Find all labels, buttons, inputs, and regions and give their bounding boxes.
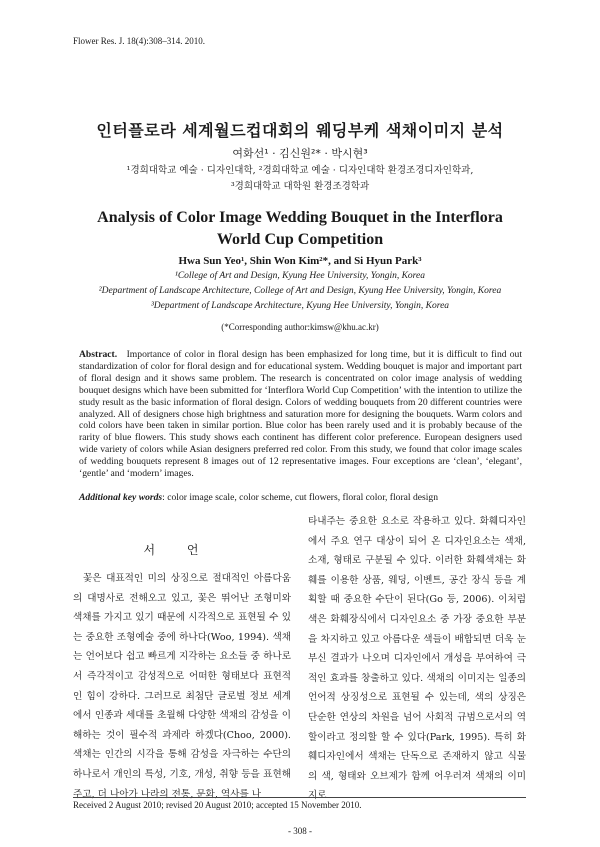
body-text-left-column: 꽃은 대표적인 미의 상징으로 절대적인 아름다움의 대명사로 전해오고 있고, 꽃은 뛰어난 조형미와 색채를 가지고 있기 때문에 시각적으로 표현될 수 있는 중요한 조형예술 중에 하나다(Woo, 1994). 색채는 언어보다 쉽고 빠르게 지각하는 요소들 중 하나로서 즉각적이고 감성적으로 어떠한 형태보다 표현적인 힘이 강하다. 그러므로 최첨단 글로벌 정보 세계에서 인종과 세대를 초월해 다양한 색채의 감성을 이해하는 것이 필수적 과제라 하겠다(Choo, 2000). 색채는 인간의 시각을 통해 감성을 자극하는 수단의 하나로서 개인의 특성, 기호, 개성, 취향 등을 표현해 주고, 더 나아가 나라의 전통, 문화, 역사를 나 [73, 573, 291, 800]
abstract-text: Importance of color in floral design has been emphasized for long time, but it is difficult to find out standardization of color for floral design and for educational system. Wedding bouquet is major and important part of floral design and it shows same problem. The research is concentrated on color image analysis of wedding bouquet designs which have been submitted for ‘Interflora World Cup Competition’ with the intention to utilize the study result as the basic information of floral design. Colors of wedding bouquets from 20 different countries were analyzed. All of designers chose high brightness and saturation more for designing the bouquets. Warm colors and cold colors have been taken in similar portion. Blue color has been rarely used and it is probably because of the rarity of blue flowers. This study shows each continent has different color preference. European designers used wide variety of colors while Asian designers preferred red color. From this study, we found that color image scales of wedding bouquets represent 8 images out of 12 representative images. Four exceptions are ‘clean’, ‘elegant’, ‘gentle’ and ‘modern’ images. [79, 349, 522, 480]
section-title: 서 언 [143, 543, 213, 557]
korean-title: 인터플로라 세계월드컵대회의 웨딩부케 색채이미지 분석 [96, 121, 504, 140]
korean-authors: 여화선¹ · 김신원²* · 박시현³ [232, 147, 368, 160]
english-title [0, 207, 600, 251]
english-title-line-2: World Cup Competition [216, 231, 384, 248]
korean-affiliation-1: ¹경희대학교 예술 · 디자인대학, ²경희대학교 예술 · 디자인대학 환경조경디자인학과, [126, 165, 474, 176]
english-affiliation-1: ¹College of Art and Design, Kyung Hee University, Yongin, Korea [174, 271, 425, 281]
keywords-label: Additional key words [79, 492, 163, 503]
footnote-divider [73, 797, 526, 798]
page-number: - 308 - [288, 826, 312, 836]
korean-affiliation-2: ³경희대학교 대학원 환경조경학과 [230, 181, 370, 192]
english-authors: Hwa Sun Yeo¹, Shin Won Kim²*, and Si Hyun Park³ [178, 255, 422, 267]
english-affiliation-3: ³Department of Landscape Architecture, Kyung Hee University, Yongin, Korea [150, 301, 450, 311]
corresponding-author: (*Corresponding author:kimsw@khu.ac.kr) [221, 322, 379, 332]
english-title-line-1: Analysis of Color Image Wedding Bouquet in the Interflora [97, 209, 503, 226]
english-affiliation-2: ²Department of Landscape Architecture, College of Art and Design, Kyung Hee University, Yongin, Korea [98, 286, 502, 296]
abstract [79, 349, 522, 480]
body-text-right-column: 타내주는 중요한 요소로 작용하고 있다. 화훼디자인에서 주요 연구 대상이 되어 온 디자인요소는 색채, 소재, 형태로 구분될 수 있다. 이러한 화훼색채는 화훼를 이용한 상품, 웨딩, 이벤트, 공간 장식 등을 계획할 때 중요한 수단이 된다(Go 등, 2006). 이처럼 색은 화훼장식에서 디자인요소 중 가장 중요한 부분을 차지하고 있고 아름다운 색들이 배합되면 더욱 눈부신 결과가 나오며 디자인에서 개성을 부여하여 극적인 효과를 창출하고 있다. 색채의 이미지는 일종의 언어적 상징성으로 표현될 수 있는데, 색의 상징은 단순한 연상의 차원을 넘어 사회적 규범으로서의 역할이라고 정의할 할 수 있다(Park, 1995). 특히 화훼디자인에서 색채는 단독으로 존재하지 않고 식물의 색, 형태와 오브제가 함께 어우러져 색채의 이미지로 [308, 516, 526, 802]
journal-reference: Flower Res. J. 18(4):308–314. 2010. [73, 36, 205, 46]
keywords-text: : color image scale, color scheme, cut flowers, floral color, floral design [162, 492, 439, 503]
received-dates: Received 2 August 2010; revised 20 August 2010; accepted 15 November 2010. [73, 800, 362, 810]
keywords [79, 492, 522, 503]
abstract-label: Abstract. [79, 349, 118, 360]
